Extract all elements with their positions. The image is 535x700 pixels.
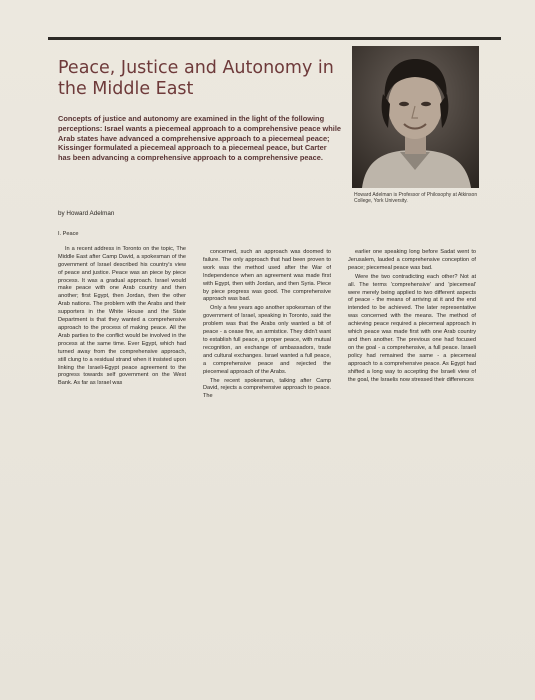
paragraph: Only a few years ago another spokesman of the government of Israel, speaking in Toronto, said the problem was that the Arabs only wanted a bit of peace - a cease fire, an armistice. They didn't want to establish full peace, a proper peace, with mutual recognition, an exchange of ambassadors, trade and cultural exchanges. Israel wanted a full peace, a comprehensive peace and rejected the piecemeal approach of the Arabs. <box>203 305 331 375</box>
section-heading: I. Peace <box>58 231 79 237</box>
author-photo <box>352 46 479 188</box>
text-column-2 <box>203 249 331 669</box>
paragraph: earlier one speaking long before Sadat went to Jerusalem, lauded a comprehensive conception of peace; piecemeal peace was bad. <box>348 249 476 271</box>
photo-caption: Howard Adelman is Professor of Philosophy at Atkinson College, York University. <box>354 192 478 204</box>
text-column-1 <box>58 231 186 651</box>
byline: by Howard Adelman <box>58 210 115 217</box>
paragraph: In a recent address in Toronto on the topic, The Middle East after Camp David, a spokesman of the government of Israel described his country's view of peace and justice. Peace was an piece by piece process. It was a gradual approach. Israel would make peace with one Arab country and then another; first Egypt, then Jordan, then the other Arab nations. The problem with the Arabs and their supporters in the White House and the State Department is that they wanted a comprehensive approach to the process of making peace. All the Arab parties to the conflict would be involved in the process at the same time. Ever Egypt, which had turned away from the comprehensive approach, still clung to a residual strand when it insisted upon linking the Israeli-Egypt peace agreement to the progress towards self government on the West Bank. As far as Israel was <box>58 245 186 387</box>
paragraph: concerned, such an approach was doomed to failure. The only approach that had been proven to work was the method used after the War of Independence when an agreement was made first with Egypt, then with Jordan, and then Syria. Piece by piece progress was good. The comprehensive approach was bad. <box>203 249 331 303</box>
article-title: Peace, Justice and Autonomy in the Middle East <box>58 58 334 99</box>
top-rule <box>48 37 501 40</box>
paragraph: The recent spokesman, talking after Camp David, rejects a comprehensive approach to peace. The <box>203 377 331 400</box>
paragraph: Were the two contradicting each other? Not at all. The terms 'comprehensive' and 'piecemeal' were merely being applied to two different aspects of peace - the means of arriving at it and the end intended to be achieved. The later representative was concerned with the means. The method of achieving peace required a piecemeal approach in which peace was made first with one Arab country and then another. The previous one had focused on the goal - a comprehensive, a full peace. Israeli policy had remained the same - a piecemeal approach to a comprehensive peace. As Egypt had shifted a long way to accepting the Israeli view of the goal, the Israelis now stressed their differences <box>348 273 476 383</box>
text-column-3 <box>348 249 476 669</box>
article-lead: Concepts of justice and autonomy are examined in the light of the following perceptions: Israel wants a piecemeal approach to a comprehensive peace while Arab states have advanced a comprehensive approach to a piecemeal peace; Kissinger formulated a piecemeal approach to a piecemeal peace, but Carter has been advancing a comprehensive approach to a comprehensive peace. <box>58 114 342 163</box>
